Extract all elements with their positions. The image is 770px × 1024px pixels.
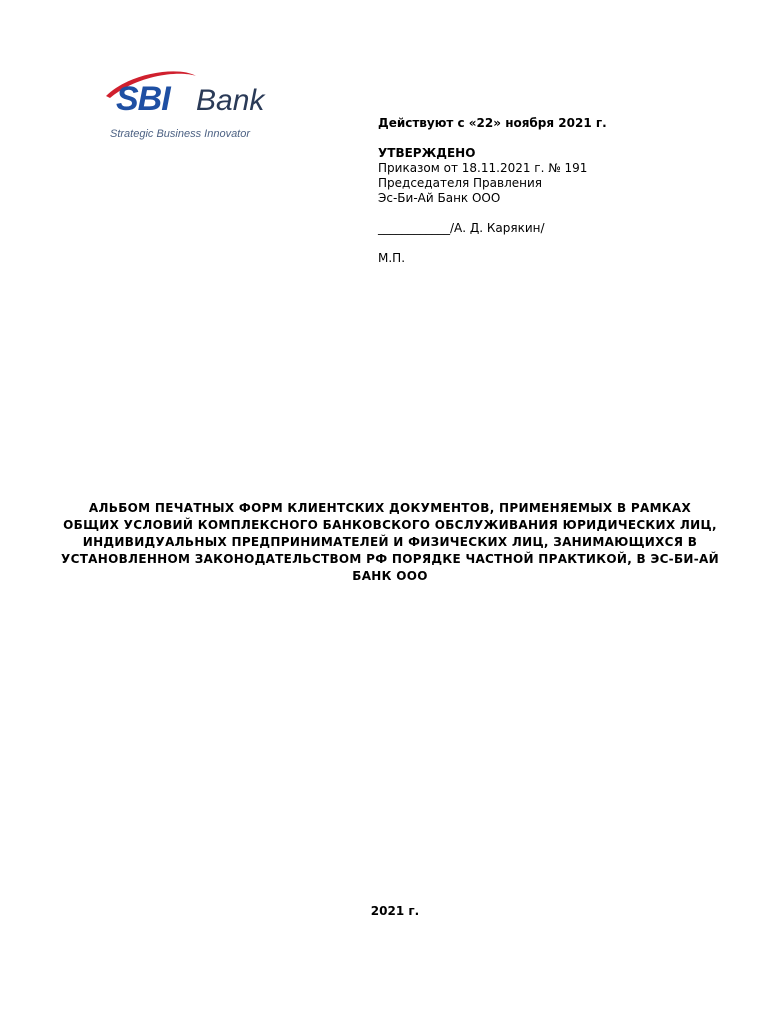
sbi-bank-logo — [100, 66, 280, 146]
signature-line: ____________/А. Д. Карякин/ — [378, 221, 545, 235]
position-line: Председателя Правления — [378, 176, 543, 190]
approved-label: УТВЕРЖДЕНО — [378, 146, 476, 160]
logo-bank-text: Bank — [196, 84, 265, 117]
approval-block — [378, 116, 718, 266]
logo-tagline: Strategic Business Innovator — [110, 128, 251, 140]
stamp-place: М.П. — [378, 251, 406, 265]
document-year: 2021 г. — [370, 904, 420, 918]
organization-line: Эс-Би-Ай Банк ООО — [378, 191, 501, 205]
logo-brand-text: SBI — [116, 80, 170, 118]
effective-date: Действуют с «22» ноября 2021 г. — [378, 116, 607, 130]
document-title: АЛЬБОМ ПЕЧАТНЫХ ФОРМ КЛИЕНТСКИХ ДОКУМЕНТОВ, ПРИМЕНЯЕМЫХ В РАМКАХ ОБЩИХ УСЛОВИЙ КОМПЛЕКСНОГО БАНКОВСКОГО ОБСЛУЖИВАНИЯ ЮРИДИЧЕСКИХ ЛИЦ, ИНДИВИДУАЛЬНЫХ ПРЕДПРИНИМАТЕЛЕЙ И ФИЗИЧЕСКИХ ЛИЦ, ЗАНИМАЮЩИХСЯ В УСТАНОВЛЕННОМ ЗАКОНОДАТЕЛЬСТВОМ РФ ПОРЯДКЕ ЧАСТНОЙ ПРАКТИКОЙ, В ЭС-БИ-АЙ БАНК ООО — [61, 501, 719, 583]
order-line: Приказом от 18.11.2021 г. № 191 — [378, 161, 588, 175]
